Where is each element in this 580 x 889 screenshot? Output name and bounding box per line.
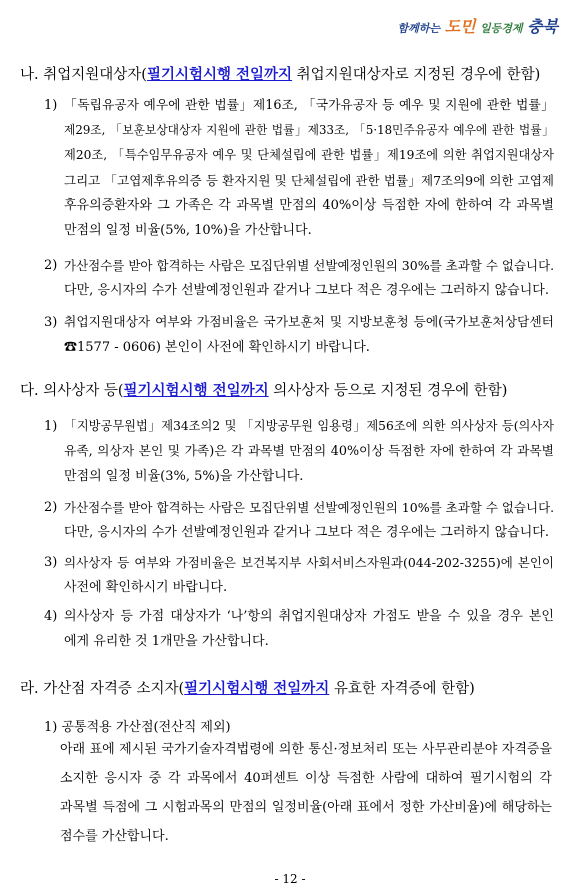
list-item: 2) 가산점수를 받아 합격하는 사람은 모집단위별 선발예정인원의 10%를 초과할 수 없습니다. 다만, 응시자의 수가 선발예정인원과 같거나 그보다 적은 경우에는 그러하지 않습니다. <box>44 500 555 540</box>
logo-text-d: 충북 <box>527 17 558 36</box>
deadline-highlight: 필기시험시행 전일까지 <box>146 66 293 83</box>
paragraph: 아래 표에 제시된 국가기술자격법령에 의한 통신·정보처리 또는 사무관리분야 자격증을 소지한 응시자 중 각 과목에서 40퍼센트 이상 득점한 사람에 대하여 필기시험의 각 과목별 득점에 그 시험과목의 만점의 일정비율(아래 표에서 정한 가산비율)에 해당하는 점수를 가산합니다. <box>60 742 552 844</box>
section-na-heading: 나. 취업지원대상자(필기시험시행 전일까지 취업지원대상자로 지정된 경우에 한함) <box>20 66 541 83</box>
section-ra-heading: 라. 가산점 자격증 소지자(필기시험시행 전일까지 유효한 자격증에 한함) <box>20 680 475 697</box>
list-item: 1) 「독립유공자 예우에 관한 법률」제16조, 「국가유공자 등 예우 및 지원에 관한 법률」 제29조, 「보훈보상대상자 지원에 관한 법률」제33조, 「5·18민주유공자 예우에 관한 법률」 제20조, 「특수임무유공자 예우 및 단체설립에 관한 법률」제19조에 의한 취업지원대상자 그리고 「고엽제후유의증 등 환자지원 및 단체설립에 관한 법률」제7조의9에 의한 고엽제 후유의증환자와 그 가족은 각 과목별 만점의 40%이상 득점한 자에 한하여 각 과목별 만점의 일정 비율(5%, 10%)을 가산합니다. <box>44 98 554 238</box>
deadline-highlight: 필기시험시행 전일까지 <box>184 680 330 697</box>
section-da-heading: 다. 의사상자 등(필기시험시행 전일까지 의사상자 등으로 지정된 경우에 한함) <box>20 382 508 399</box>
logo-text-a: 함께하는 <box>397 22 441 35</box>
logo-text-b: 도민 <box>444 17 476 36</box>
deadline-highlight: 필기시험시행 전일까지 <box>123 382 269 399</box>
list-item: 3) 취업지원대상자 여부와 가점비율은 국가보훈처 및 지방보훈청 등에(국가보훈처상담센터 ☎1577 - 0606) 본인이 사전에 확인하시기 바랍니다. <box>44 315 554 355</box>
subsection-title: 1) 공통적용 가산점(전산직 제외) <box>44 720 231 735</box>
list-item: 2) 가산점수를 받아 합격하는 사람은 모집단위별 선발예정인원의 30%를 초과할 수 없습니다. 다만, 응시자의 수가 선발예정인원과 같거나 그보다 적은 경우에는 그러하지 않습니다. <box>44 258 555 298</box>
chungbuk-slogan-logo <box>398 14 558 37</box>
page-number: - 12 - <box>274 872 306 886</box>
list-item: 1) 「지방공무원법」제34조의2 및 「지방공무원 임용령」제56조에 의한 의사상자 등(의사자 유족, 의상자 본인 및 가족)은 각 과목별 만점의 40%이상 득점한 자에 한하여 각 과목별 만점의 일정 비율(3%, 5%)을 가산합니다. <box>44 419 554 484</box>
list-item: 3) 의사상자 등 여부와 가점비율은 보건복지부 사회서비스자원과(044-202-3255)에 본인이 사전에 확인하시기 바랍니다. <box>44 555 554 595</box>
logo-text-c: 일등경제 <box>480 22 523 35</box>
list-item: 4) 의사상자 등 가점 대상자가 ‘나’항의 취업지원대상자 가점도 받을 수 있을 경우 본인 에게 유리한 것 1개만을 가산합니다. <box>44 609 554 649</box>
